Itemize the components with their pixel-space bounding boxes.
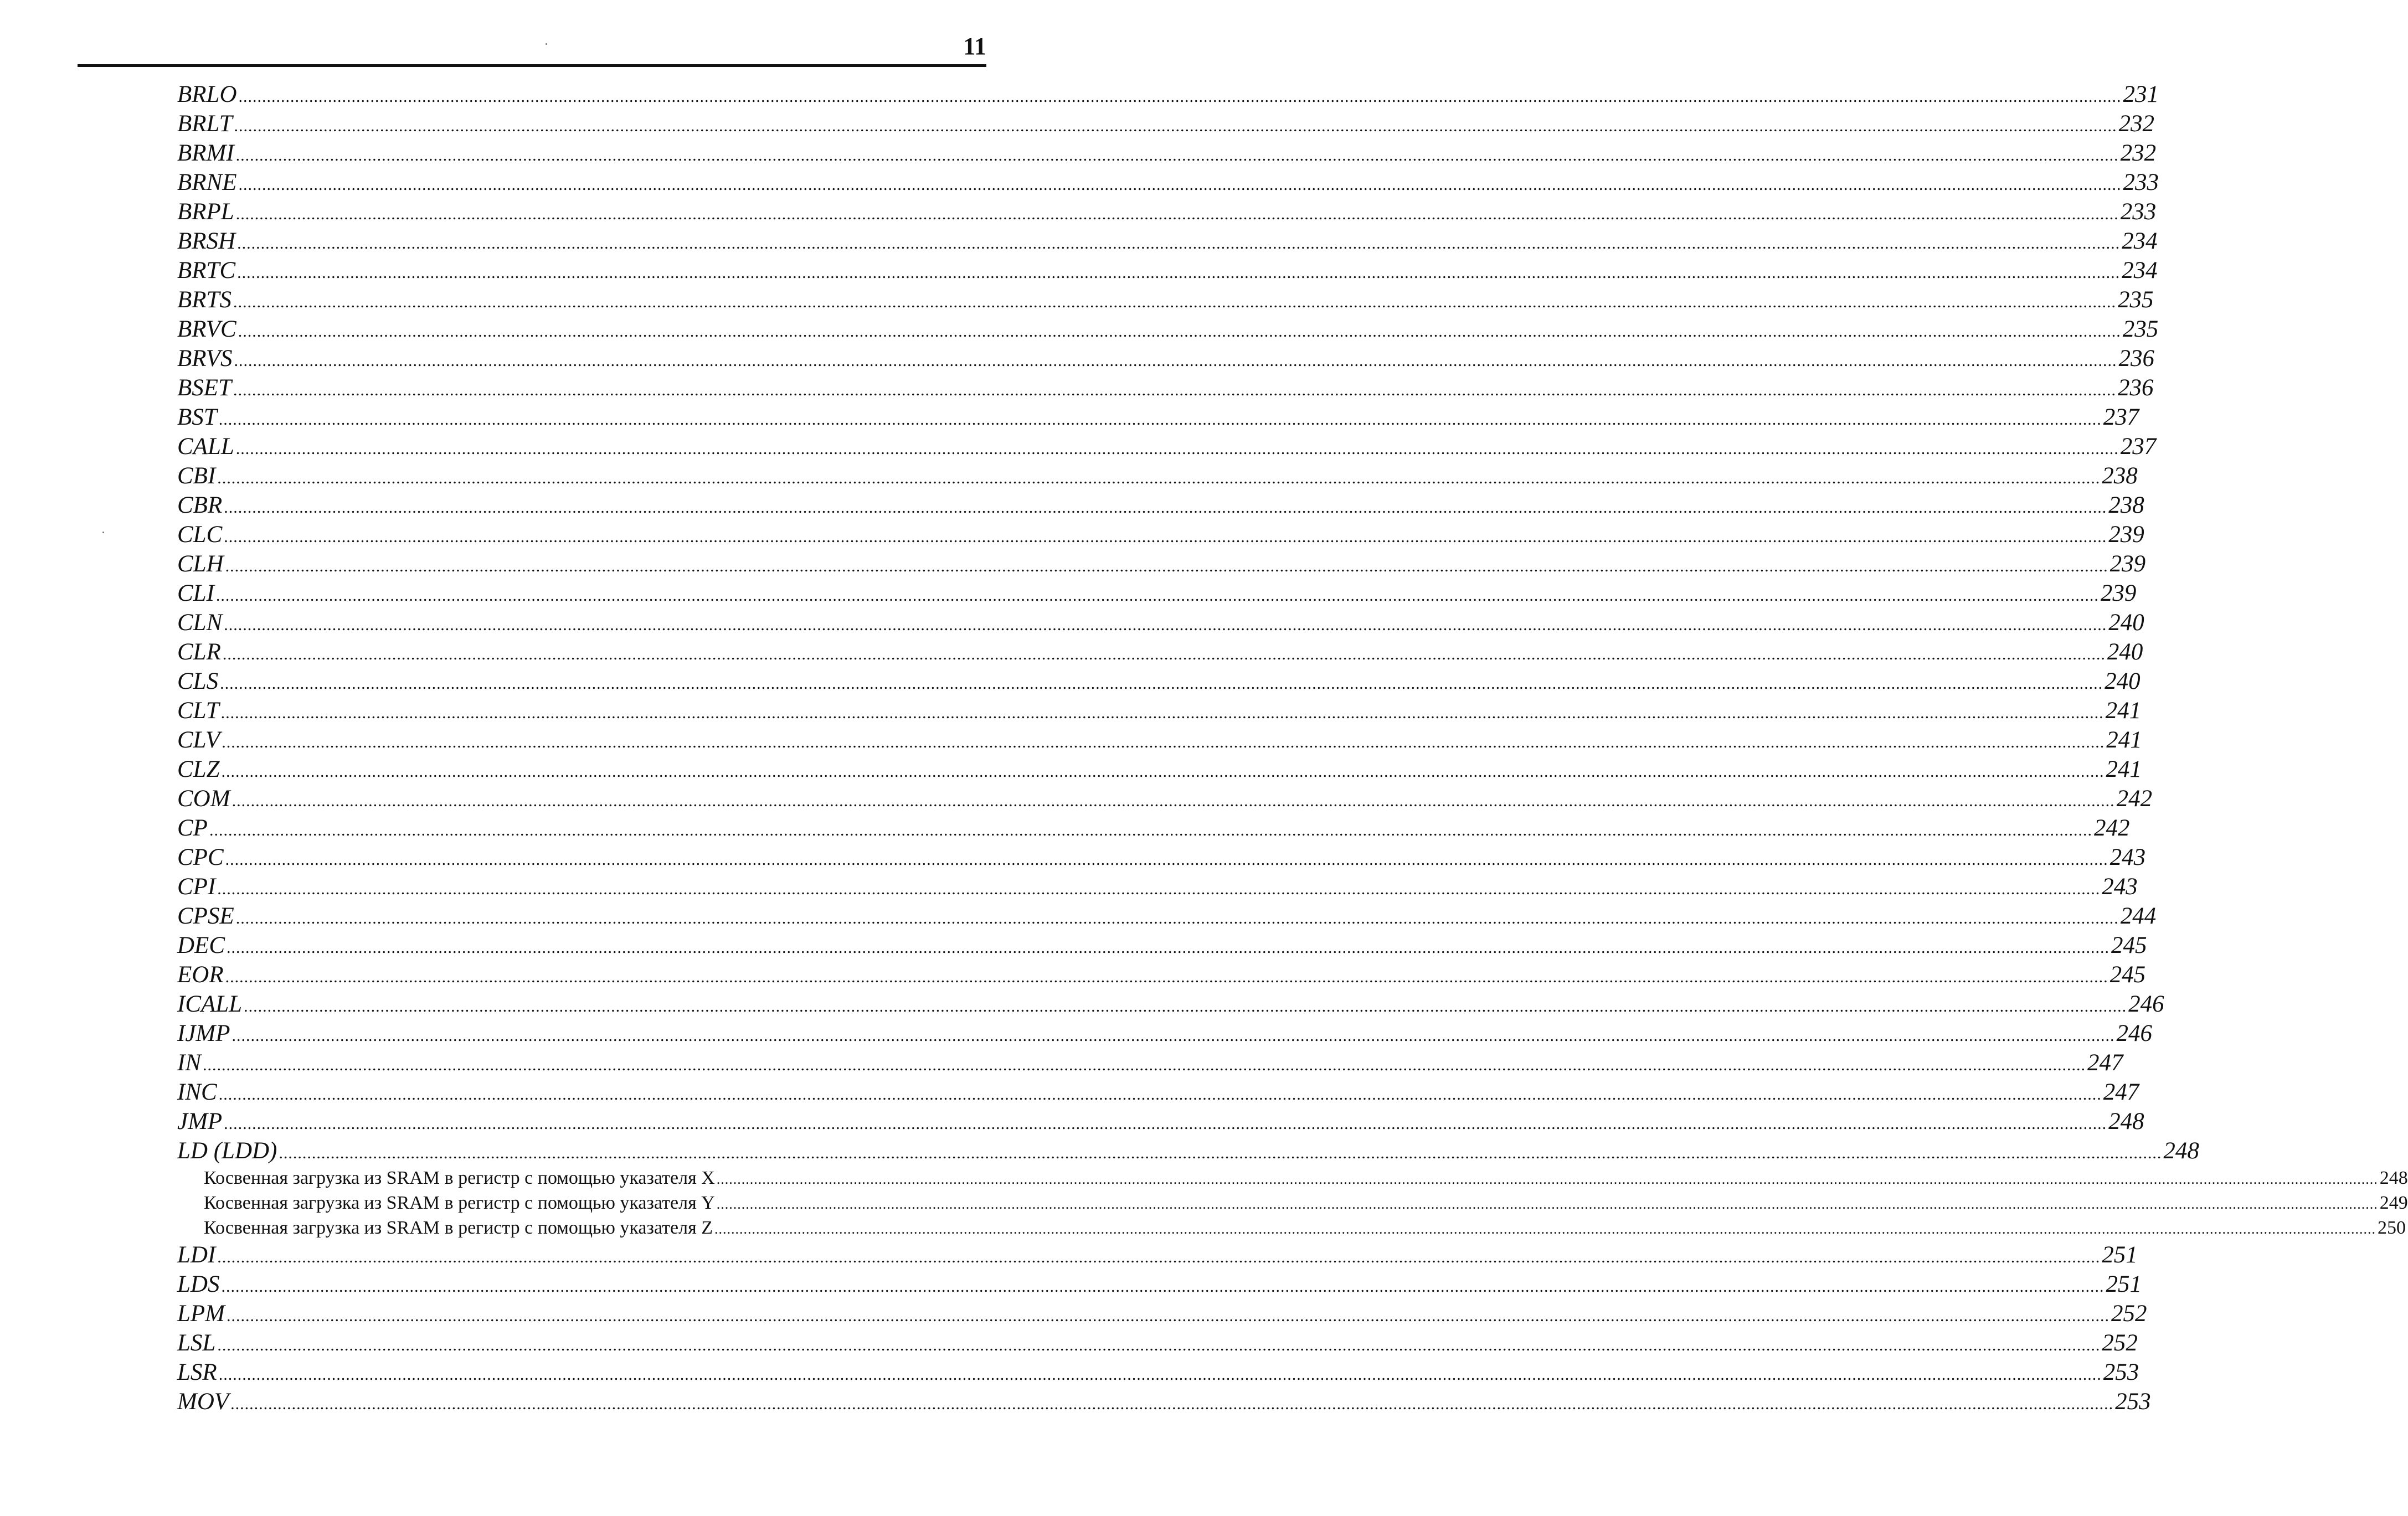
dot-leader: ................................................................................................................................................................................................................................................................................................................................................................................................................ bbox=[221, 762, 2105, 781]
toc-entry-lsl[interactable] bbox=[177, 1328, 2138, 1358]
toc-label: CLR bbox=[177, 639, 221, 665]
toc-page: 253 bbox=[2115, 1389, 2151, 1415]
toc-entry-bset[interactable] bbox=[177, 373, 2154, 403]
toc-entry-cbr[interactable] bbox=[177, 491, 2144, 520]
toc-label: JMP bbox=[177, 1108, 223, 1135]
toc-entry-com[interactable] bbox=[177, 784, 2153, 813]
dot-leader: ................................................................................................................................................................................................................................................................................................................................................................................................................ bbox=[227, 939, 2109, 957]
toc-entry-jmp[interactable] bbox=[177, 1107, 2144, 1136]
dot-leader: ................................................................................................................................................................................................................................................................................................................................................................................................................ bbox=[237, 264, 2121, 282]
toc-entry-brlo[interactable] bbox=[177, 80, 2159, 109]
toc-page: 233 bbox=[2123, 169, 2159, 195]
toc-page: 243 bbox=[2109, 844, 2146, 870]
toc-label: BST bbox=[177, 404, 217, 430]
toc-entry-brvc[interactable] bbox=[177, 314, 2159, 344]
toc-label: INC bbox=[177, 1079, 217, 1105]
toc-page: 251 bbox=[2102, 1242, 2138, 1268]
toc-entry-brne[interactable] bbox=[177, 168, 2159, 197]
toc-page: 241 bbox=[2106, 727, 2142, 753]
toc-entry-brmi[interactable] bbox=[177, 138, 2157, 168]
dot-leader: ................................................................................................................................................................................................................................................................................................................................................................................................................ bbox=[238, 176, 2122, 194]
toc-entry-ijmp[interactable] bbox=[177, 1019, 2152, 1048]
toc-label: EOR bbox=[177, 962, 224, 988]
scan-speck bbox=[546, 43, 547, 45]
toc-entry-cp[interactable] bbox=[177, 813, 2130, 843]
toc-label: IJMP bbox=[177, 1020, 230, 1046]
toc-label: CLH bbox=[177, 551, 224, 577]
toc-label: MOV bbox=[177, 1389, 229, 1415]
dot-leader: ................................................................................................................................................................................................................................................................................................................................................................................................................ bbox=[238, 87, 2122, 106]
toc-page: 241 bbox=[2106, 756, 2142, 782]
dot-leader: ................................................................................................................................................................................................................................................................................................................................................................................................................ bbox=[221, 1277, 2105, 1296]
toc-page: 235 bbox=[2122, 316, 2159, 342]
dot-leader: ................................................................................................................................................................................................................................................................................................................................................................................................................ bbox=[234, 117, 2117, 135]
dot-leader: ................................................................................................................................................................................................................................................................................................................................................................................................................ bbox=[231, 792, 2115, 810]
header-rule bbox=[78, 64, 986, 67]
dot-leader: ................................................................................................................................................................................................................................................................................................................................................................................................................ bbox=[220, 674, 2103, 693]
toc-subentry-ld-x[interactable] bbox=[177, 1166, 2408, 1190]
toc-entry-cpc[interactable] bbox=[177, 843, 2146, 872]
toc-page: 239 bbox=[2108, 522, 2144, 548]
toc-page: 233 bbox=[2120, 199, 2157, 225]
toc-entry-brtc[interactable] bbox=[177, 256, 2158, 285]
toc-page: 231 bbox=[2123, 81, 2159, 107]
toc-page: 243 bbox=[2102, 874, 2138, 900]
dot-leader: ................................................................................................................................................................................................................................................................................................................................................................................................................ bbox=[225, 557, 2108, 575]
toc-page: 234 bbox=[2122, 228, 2158, 254]
toc-page: 244 bbox=[2120, 903, 2157, 929]
dot-leader: ................................................................................................................................................................................................................................................................................................................................................................................................................ bbox=[235, 440, 2119, 458]
toc-label: CALL bbox=[177, 434, 234, 460]
toc-page: 240 bbox=[2107, 639, 2143, 665]
toc-page: 240 bbox=[2108, 610, 2144, 636]
dot-leader: ................................................................................................................................................................................................................................................................................................................................................................................................................ bbox=[209, 821, 2092, 839]
toc-entry-clc[interactable] bbox=[177, 520, 2144, 549]
toc-label: BRVS bbox=[177, 346, 233, 372]
toc-label: LD (LDD) bbox=[177, 1138, 277, 1164]
toc-page: 232 bbox=[2120, 140, 2157, 166]
toc-page: 251 bbox=[2106, 1271, 2142, 1297]
toc-entry-clr[interactable] bbox=[177, 637, 2143, 667]
toc-page: 252 bbox=[2111, 1301, 2147, 1327]
toc-page: 249 bbox=[2379, 1193, 2408, 1213]
toc-page: 253 bbox=[2103, 1359, 2139, 1385]
toc-label: CP bbox=[177, 815, 208, 841]
toc-label: Косвенная загрузка из SRAM в регистр с помощью указателя Y bbox=[204, 1193, 715, 1213]
dot-leader: ................................................................................................................................................................................................................................................................................................................................................................................................................ bbox=[215, 586, 2099, 605]
toc-label: CLZ bbox=[177, 756, 220, 782]
toc-page: 248 bbox=[2379, 1168, 2408, 1188]
table-of-contents bbox=[177, 80, 2408, 1416]
dot-leader: ................................................................................................................................................................................................................................................................................................................................................................................................................ bbox=[224, 616, 2107, 634]
toc-entry-cls[interactable] bbox=[177, 667, 2141, 696]
dot-leader: ................................................................................................................................................................................................................................................................................................................................................................................................................ bbox=[203, 1056, 2086, 1074]
toc-page: 236 bbox=[2117, 375, 2154, 401]
toc-page: 234 bbox=[2122, 257, 2158, 283]
toc-label: BRMI bbox=[177, 140, 234, 166]
toc-label: DEC bbox=[177, 932, 225, 958]
toc-entry-brts[interactable] bbox=[177, 285, 2154, 314]
dot-leader: ................................................................................................................................................................................................................................................................................................................................................................................................................ bbox=[222, 733, 2105, 751]
toc-entry-cbi[interactable] bbox=[177, 461, 2138, 491]
toc-entry-clv[interactable] bbox=[177, 725, 2142, 755]
toc-entry-ldi[interactable] bbox=[177, 1240, 2138, 1270]
dot-leader: ................................................................................................................................................................................................................................................................................................................................................................................................................ bbox=[279, 1144, 2162, 1162]
toc-entry-cpi[interactable] bbox=[177, 872, 2138, 901]
toc-page: 250 bbox=[2377, 1218, 2406, 1238]
toc-entry-ld[interactable] bbox=[177, 1136, 2199, 1166]
toc-label: CLV bbox=[177, 727, 220, 753]
toc-page: 248 bbox=[2163, 1138, 2199, 1164]
toc-page: 248 bbox=[2108, 1108, 2144, 1135]
toc-label: CBR bbox=[177, 492, 223, 518]
dot-leader: ................................................................................................................................................................................................................................................................................................................................................................................................................ bbox=[227, 1307, 2109, 1325]
toc-entry-call[interactable] bbox=[177, 432, 2157, 461]
toc-entry-lds[interactable] bbox=[177, 1270, 2142, 1299]
toc-page: 236 bbox=[2118, 346, 2155, 372]
dot-leader: ................................................................................................................................................................................................................................................................................................................................................................................................................ bbox=[217, 880, 2101, 898]
toc-entry-brpl[interactable] bbox=[177, 197, 2157, 226]
toc-label: CLI bbox=[177, 580, 214, 606]
toc-entry-brlt[interactable] bbox=[177, 109, 2155, 138]
toc-entry-clh[interactable] bbox=[177, 549, 2146, 579]
toc-label: BRPL bbox=[177, 199, 234, 225]
toc-label: IN bbox=[177, 1050, 201, 1076]
toc-label: CLN bbox=[177, 610, 223, 636]
toc-label: BRTC bbox=[177, 257, 236, 283]
dot-leader: ................................................................................................................................................................................................................................................................................................................................................................................................................ bbox=[716, 1196, 2378, 1212]
toc-label: LDS bbox=[177, 1271, 220, 1297]
toc-label: COM bbox=[177, 786, 230, 812]
dot-leader: ................................................................................................................................................................................................................................................................................................................................................................................................................ bbox=[217, 469, 2101, 487]
dot-leader: ................................................................................................................................................................................................................................................................................................................................................................................................................ bbox=[222, 645, 2106, 663]
toc-page: 245 bbox=[2109, 962, 2146, 988]
toc-label: BRTS bbox=[177, 287, 231, 313]
dot-leader: ................................................................................................................................................................................................................................................................................................................................................................................................................ bbox=[716, 1171, 2378, 1187]
toc-entry-in[interactable] bbox=[177, 1048, 2123, 1077]
toc-entry-cpse[interactable] bbox=[177, 901, 2157, 931]
toc-entry-lsr[interactable] bbox=[177, 1358, 2139, 1387]
dot-leader: ................................................................................................................................................................................................................................................................................................................................................................................................................ bbox=[218, 1085, 2102, 1104]
toc-entry-cli[interactable] bbox=[177, 579, 2137, 608]
toc-page: 239 bbox=[2100, 580, 2137, 606]
toc-subentry-ld-y[interactable] bbox=[177, 1190, 2408, 1215]
toc-label: BRNE bbox=[177, 169, 237, 195]
dot-leader: ................................................................................................................................................................................................................................................................................................................................................................................................................ bbox=[233, 293, 2116, 311]
dot-leader: ................................................................................................................................................................................................................................................................................................................................................................................................................ bbox=[233, 381, 2116, 399]
toc-label: CLS bbox=[177, 668, 219, 694]
dot-leader: ................................................................................................................................................................................................................................................................................................................................................................................................................ bbox=[235, 146, 2119, 164]
toc-entry-brvs[interactable] bbox=[177, 344, 2155, 373]
toc-page: 239 bbox=[2109, 551, 2146, 577]
dot-leader: ................................................................................................................................................................................................................................................................................................................................................................................................................ bbox=[234, 352, 2117, 370]
toc-entry-clt[interactable] bbox=[177, 696, 2142, 725]
toc-label: LDI bbox=[177, 1242, 216, 1268]
toc-page: 238 bbox=[2108, 492, 2144, 518]
dot-leader: ................................................................................................................................................................................................................................................................................................................................................................................................................ bbox=[235, 205, 2119, 223]
toc-page: 245 bbox=[2111, 932, 2147, 958]
toc-page: 237 bbox=[2103, 404, 2139, 430]
toc-label: Косвенная загрузка из SRAM в регистр с помощью указателя Z bbox=[204, 1218, 713, 1238]
scan-speck bbox=[102, 532, 104, 533]
dot-leader: ................................................................................................................................................................................................................................................................................................................................................................................................................ bbox=[714, 1221, 2376, 1237]
toc-entry-lpm[interactable] bbox=[177, 1299, 2147, 1328]
toc-label: CLT bbox=[177, 698, 219, 724]
toc-label: LSL bbox=[177, 1330, 216, 1356]
toc-page: 238 bbox=[2102, 463, 2138, 489]
toc-page: 252 bbox=[2102, 1330, 2138, 1356]
dot-leader: ................................................................................................................................................................................................................................................................................................................................................................................................................ bbox=[217, 1336, 2101, 1354]
dot-leader: ................................................................................................................................................................................................................................................................................................................................................................................................................ bbox=[244, 997, 2127, 1015]
dot-leader: ................................................................................................................................................................................................................................................................................................................................................................................................................ bbox=[230, 1395, 2114, 1413]
toc-page: 246 bbox=[2116, 1020, 2152, 1046]
toc-page: 241 bbox=[2105, 698, 2142, 724]
toc-label: CPSE bbox=[177, 903, 234, 929]
toc-label: BRLT bbox=[177, 111, 233, 137]
toc-subentry-ld-z[interactable] bbox=[177, 1215, 2406, 1240]
toc-entry-eor[interactable] bbox=[177, 960, 2146, 989]
dot-leader: ................................................................................................................................................................................................................................................................................................................................................................................................................ bbox=[238, 322, 2121, 341]
page-number: 11 bbox=[963, 33, 986, 60]
toc-page: 242 bbox=[2093, 815, 2130, 841]
dot-leader: ................................................................................................................................................................................................................................................................................................................................................................................................................ bbox=[225, 850, 2108, 869]
toc-page: 235 bbox=[2117, 287, 2154, 313]
toc-label: CLC bbox=[177, 522, 223, 548]
dot-leader: ................................................................................................................................................................................................................................................................................................................................................................................................................ bbox=[225, 968, 2108, 986]
dot-leader: ................................................................................................................................................................................................................................................................................................................................................................................................................ bbox=[224, 528, 2107, 546]
toc-entry-icall[interactable] bbox=[177, 989, 2164, 1019]
toc-page: 240 bbox=[2105, 668, 2141, 694]
toc-page: 247 bbox=[2103, 1079, 2139, 1105]
toc-page: 242 bbox=[2116, 786, 2153, 812]
toc-label: ICALL bbox=[177, 991, 243, 1017]
toc-page: 232 bbox=[2118, 111, 2155, 137]
dot-leader: ................................................................................................................................................................................................................................................................................................................................................................................................................ bbox=[224, 1115, 2107, 1133]
toc-entry-clz[interactable] bbox=[177, 755, 2142, 784]
dot-leader: ................................................................................................................................................................................................................................................................................................................................................................................................................ bbox=[231, 1027, 2115, 1045]
dot-leader: ................................................................................................................................................................................................................................................................................................................................................................................................................ bbox=[235, 909, 2119, 927]
toc-page: 246 bbox=[2128, 991, 2164, 1017]
toc-label: BRSH bbox=[177, 228, 236, 254]
toc-entry-dec[interactable] bbox=[177, 931, 2147, 960]
toc-label: CBI bbox=[177, 463, 216, 489]
toc-label: LSR bbox=[177, 1359, 217, 1385]
dot-leader: ................................................................................................................................................................................................................................................................................................................................................................................................................ bbox=[237, 234, 2121, 252]
toc-entry-inc[interactable] bbox=[177, 1077, 2139, 1107]
toc-page: 247 bbox=[2087, 1050, 2123, 1076]
toc-label: BRVC bbox=[177, 316, 236, 342]
dot-leader: ................................................................................................................................................................................................................................................................................................................................................................................................................ bbox=[218, 410, 2102, 429]
toc-label: CPI bbox=[177, 874, 216, 900]
dot-leader: ................................................................................................................................................................................................................................................................................................................................................................................................................ bbox=[218, 1365, 2102, 1384]
dot-leader: ................................................................................................................................................................................................................................................................................................................................................................................................................ bbox=[224, 498, 2107, 517]
toc-entry-brsh[interactable] bbox=[177, 226, 2158, 256]
toc-entry-mov[interactable] bbox=[177, 1387, 2151, 1416]
toc-label: CPC bbox=[177, 844, 224, 870]
toc-label: LPM bbox=[177, 1301, 225, 1327]
dot-leader: ................................................................................................................................................................................................................................................................................................................................................................................................................ bbox=[220, 704, 2104, 722]
toc-label: BSET bbox=[177, 375, 231, 401]
toc-entry-bst[interactable] bbox=[177, 403, 2139, 432]
toc-page: 237 bbox=[2120, 434, 2157, 460]
toc-label: Косвенная загрузка из SRAM в регистр с помощью указателя X bbox=[204, 1168, 715, 1188]
toc-label: BRLO bbox=[177, 81, 237, 107]
dot-leader: ................................................................................................................................................................................................................................................................................................................................................................................................................ bbox=[217, 1248, 2101, 1266]
toc-entry-cln[interactable] bbox=[177, 608, 2144, 637]
